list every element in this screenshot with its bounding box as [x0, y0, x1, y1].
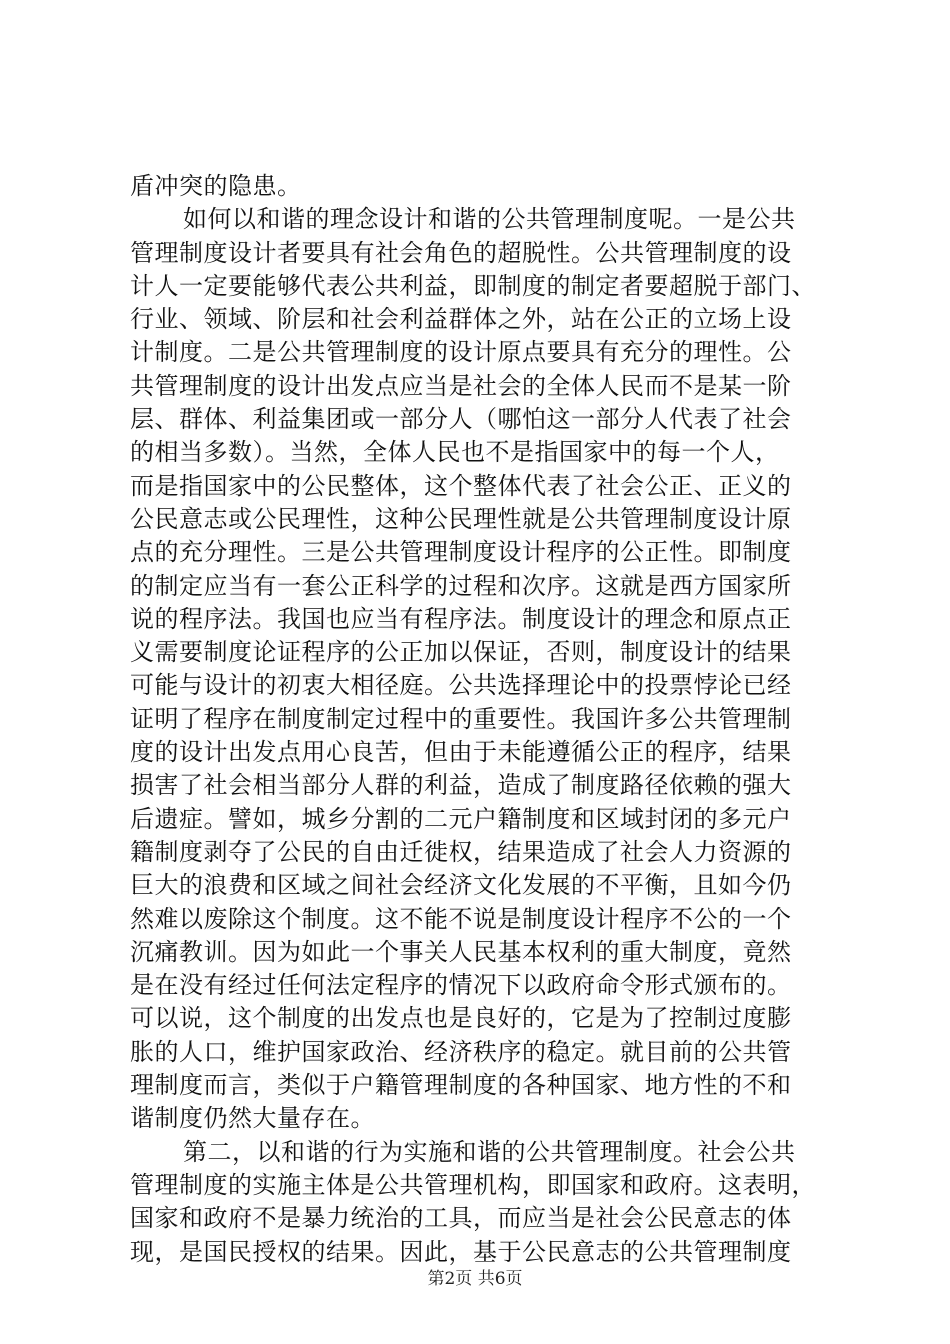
text-line: 理制度而言，类似于户籍管理制度的各种国家、地方性的不和: [130, 1071, 792, 1100]
text-line: 胀的人口，维护国家政治、经济秩序的稳定。就目前的公共管: [130, 1037, 792, 1066]
text-line: 层、群体、利益集团或一部分人（哪怕这一部分人代表了社会: [130, 405, 792, 434]
text-line: 管理制度的实施主体是公共管理机构，即国家和政府。这表明，: [130, 1170, 816, 1199]
text-line: 籍制度剥夺了公民的自由迁徙权，结果造成了社会人力资源的: [130, 837, 792, 866]
text-line: 谐制度仍然大量存在。: [130, 1104, 375, 1133]
text-line: 盾冲突的隐患。: [130, 172, 302, 200]
text-line: 点的充分理性。三是公共管理制度设计程序的公正性。即制度: [130, 538, 792, 567]
text-line: 公民意志或公民理性，这种公民理性就是公共管理制度设计原: [130, 504, 792, 533]
text-line: 国家和政府不是暴力统治的工具，而应当是社会公民意志的体: [130, 1204, 792, 1233]
text-line: 而是指国家中的公民整体，这个整体代表了社会公正、正义的: [130, 471, 792, 500]
text-line: 现，是国民授权的结果。因此，基于公民意志的公共管理制度: [130, 1237, 792, 1266]
page-footer: 第2页 共6页: [427, 1269, 523, 1289]
text-line: 证明了程序在制度制定过程中的重要性。我国许多公共管理制: [130, 704, 792, 733]
text-line: 计制度。二是公共管理制度的设计原点要具有充分的理性。公: [130, 338, 792, 367]
text-line: 损害了社会相当部分人群的利益，造成了制度路径依赖的强大: [130, 771, 792, 800]
text-line: 第二，以和谐的行为实施和谐的公共管理制度。社会公共: [183, 1137, 796, 1166]
text-line: 后遗症。譬如，城乡分割的二元户籍制度和区域封闭的多元户: [130, 804, 792, 833]
text-line: 共管理制度的设计出发点应当是社会的全体人民而不是某一阶: [130, 371, 792, 400]
text-line: 可以说，这个制度的出发点也是良好的，它是为了控制过度膨: [130, 1004, 792, 1033]
document-body: [130, 170, 830, 1269]
text-line: 义需要制度论证程序的公正加以保证，否则，制度设计的结果: [130, 638, 792, 667]
text-line: 计人一定要能够代表公共利益，即制度的制定者要超脱于部门、: [130, 271, 816, 300]
text-line: 行业、领域、阶层和社会利益群体之外，站在公正的立场上设: [130, 305, 792, 334]
text-line: 然难以废除这个制度。这不能不说是制度设计程序不公的一个: [130, 904, 792, 933]
text-line: 的相当多数）。当然，全体人民也不是指国家中的每一个人，: [130, 438, 780, 467]
text-line: 管理制度设计者要具有社会角色的超脱性。公共管理制度的设: [130, 238, 792, 267]
text-line: 巨大的浪费和区域之间社会经济文化发展的不平衡，且如今仍: [130, 871, 792, 900]
text-line: 度的设计出发点用心良苦，但由于未能遵循公正的程序，结果: [130, 738, 792, 767]
text-line: 沉痛教训。因为如此一个事关人民基本权利的重大制度，竟然: [130, 937, 792, 966]
text-line: 是在没有经过任何法定程序的情况下以政府命令形式颁布的。: [130, 971, 792, 1000]
text-line: 可能与设计的初衷大相径庭。公共选择理论中的投票悖论已经: [130, 671, 792, 700]
text-line: 说的程序法。我国也应当有程序法。制度设计的理念和原点正: [130, 604, 792, 633]
text-line: 如何以和谐的理念设计和谐的公共管理制度呢。一是公共: [183, 205, 796, 234]
text-line: 的制定应当有一套公正科学的过程和次序。这就是西方国家所: [130, 571, 792, 600]
